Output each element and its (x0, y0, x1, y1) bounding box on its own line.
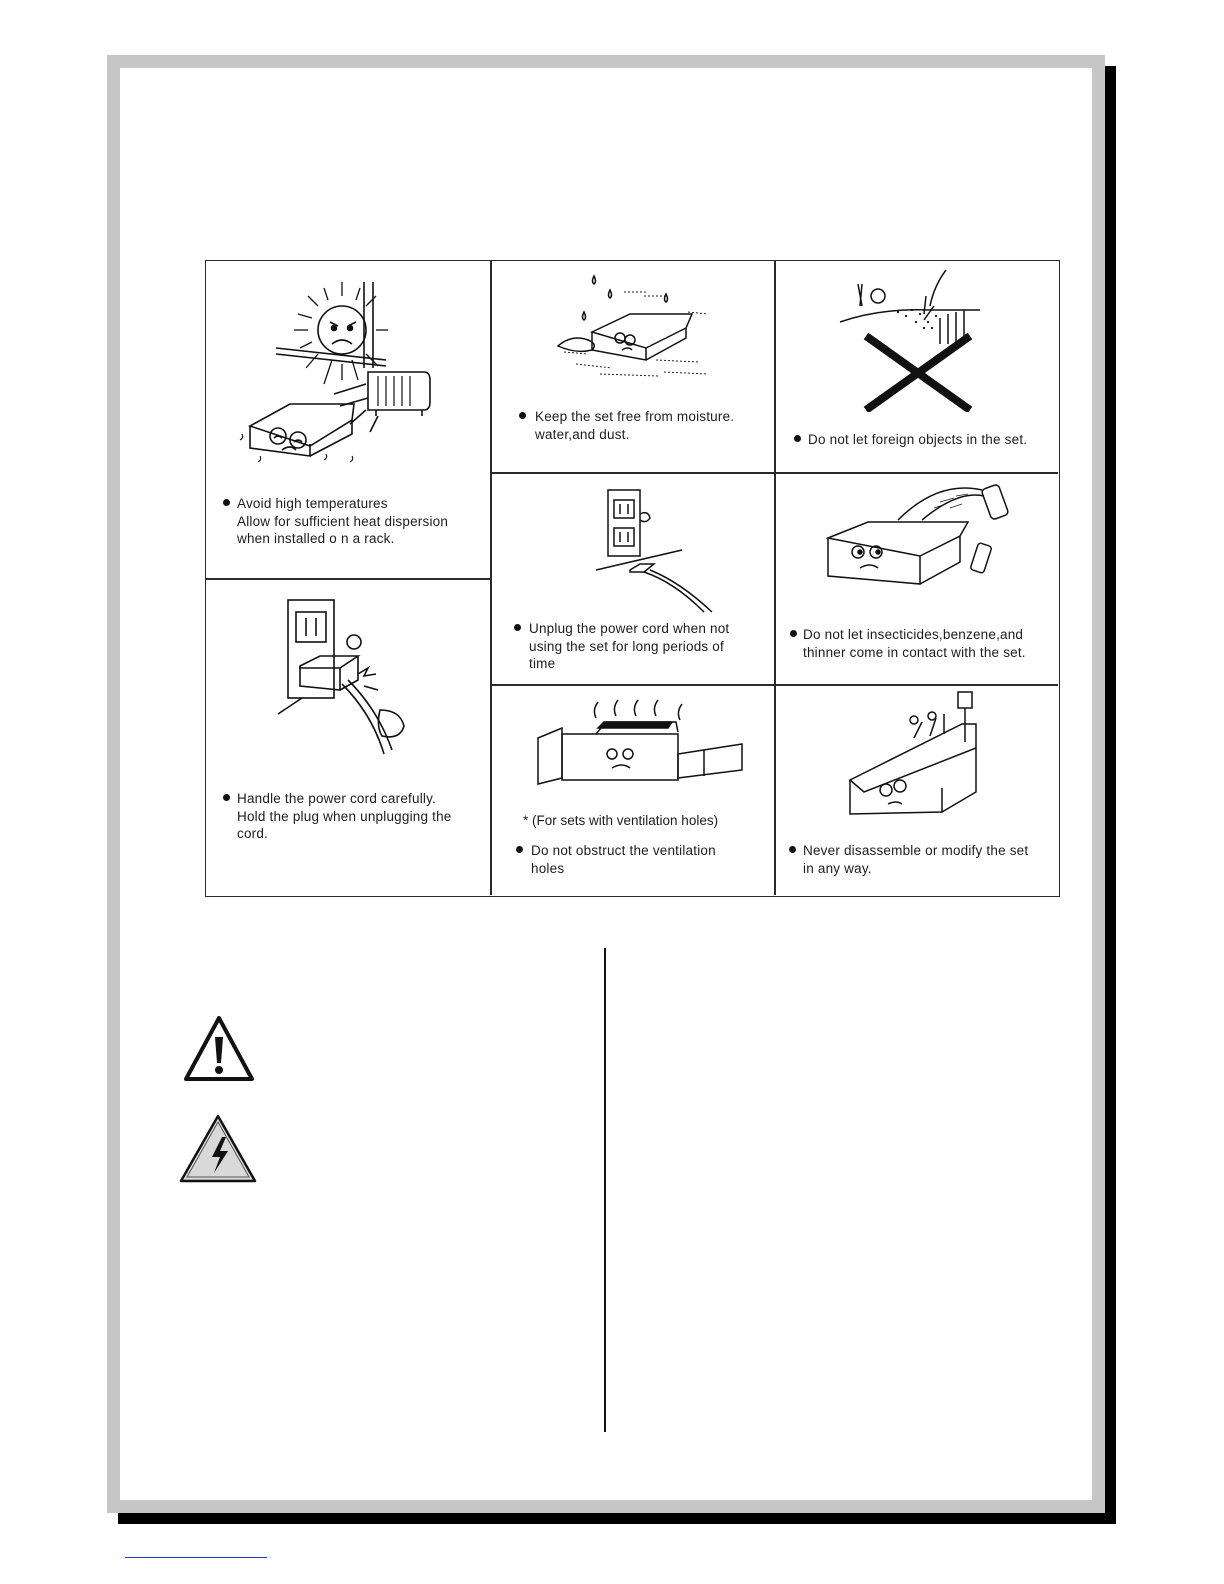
caption-line: using the set for long periods of (529, 638, 724, 654)
caption-ventilation (531, 842, 716, 877)
caption-foreign-objects (808, 431, 1027, 449)
grid-divider (491, 472, 1058, 474)
caption-line: time (529, 656, 556, 671)
caption-high-temperatures (237, 495, 448, 548)
lightning-triangle-icon (178, 1113, 258, 1185)
caption-power-cord (237, 790, 452, 843)
spray-can-illustration (822, 478, 1012, 598)
bullet (516, 846, 523, 853)
caption-line: in any way. (803, 860, 872, 876)
caption-line: Do not obstruct the ventilation (531, 843, 716, 858)
caption-line: Never disassemble or modify the set (803, 843, 1029, 858)
grid-divider (774, 261, 776, 895)
caption-line: Unplug the power cord when not (529, 621, 730, 636)
caption-line: Do not let foreign objects in the set. (808, 432, 1028, 447)
caption-unplug (529, 620, 729, 673)
bullet (514, 624, 521, 631)
caption-moisture (535, 408, 734, 443)
caption-line: Allow for sufficient heat dispersion (237, 513, 449, 529)
foreign-objects-illustration (836, 266, 992, 412)
caption-line: when installed o n a rack. (237, 531, 395, 546)
caption-line: thinner come in contact with the set. (803, 644, 1026, 660)
footer-link-underline (125, 1557, 267, 1558)
ventilation-illustration (536, 698, 750, 794)
grid-divider (491, 684, 1058, 686)
column-divider (604, 948, 606, 1432)
disassemble-illustration (848, 690, 984, 820)
moisture-dust-illustration (548, 272, 718, 390)
bullet (794, 435, 801, 442)
caption-disassemble (803, 842, 1028, 877)
sun-heater-illustration (236, 276, 436, 472)
bullet (519, 412, 526, 419)
caption-line: Avoid high temperatures (237, 496, 388, 511)
caption-insecticides (803, 626, 1026, 661)
caption-line: holes (531, 860, 565, 876)
grid-divider (206, 578, 491, 580)
bullet (223, 794, 230, 801)
caption-line: water,and dust. (535, 426, 630, 442)
ventilation-note: * (For sets with ventilation holes) (523, 813, 719, 828)
plug-handling-illustration (276, 594, 420, 764)
caption-line: Handle the power cord carefully. (237, 791, 436, 806)
wall-outlet-illustration (596, 488, 720, 616)
caption-line: Hold the plug when unplugging the (237, 808, 452, 824)
bullet (223, 499, 230, 506)
bullet (790, 630, 797, 637)
caption-line: Keep the set free from moisture. (535, 409, 735, 424)
bullet (789, 846, 796, 853)
caption-line: Do not let insecticides,benzene,and (803, 627, 1024, 642)
exclamation-triangle-icon (183, 1015, 255, 1083)
caption-line: cord. (237, 826, 269, 841)
